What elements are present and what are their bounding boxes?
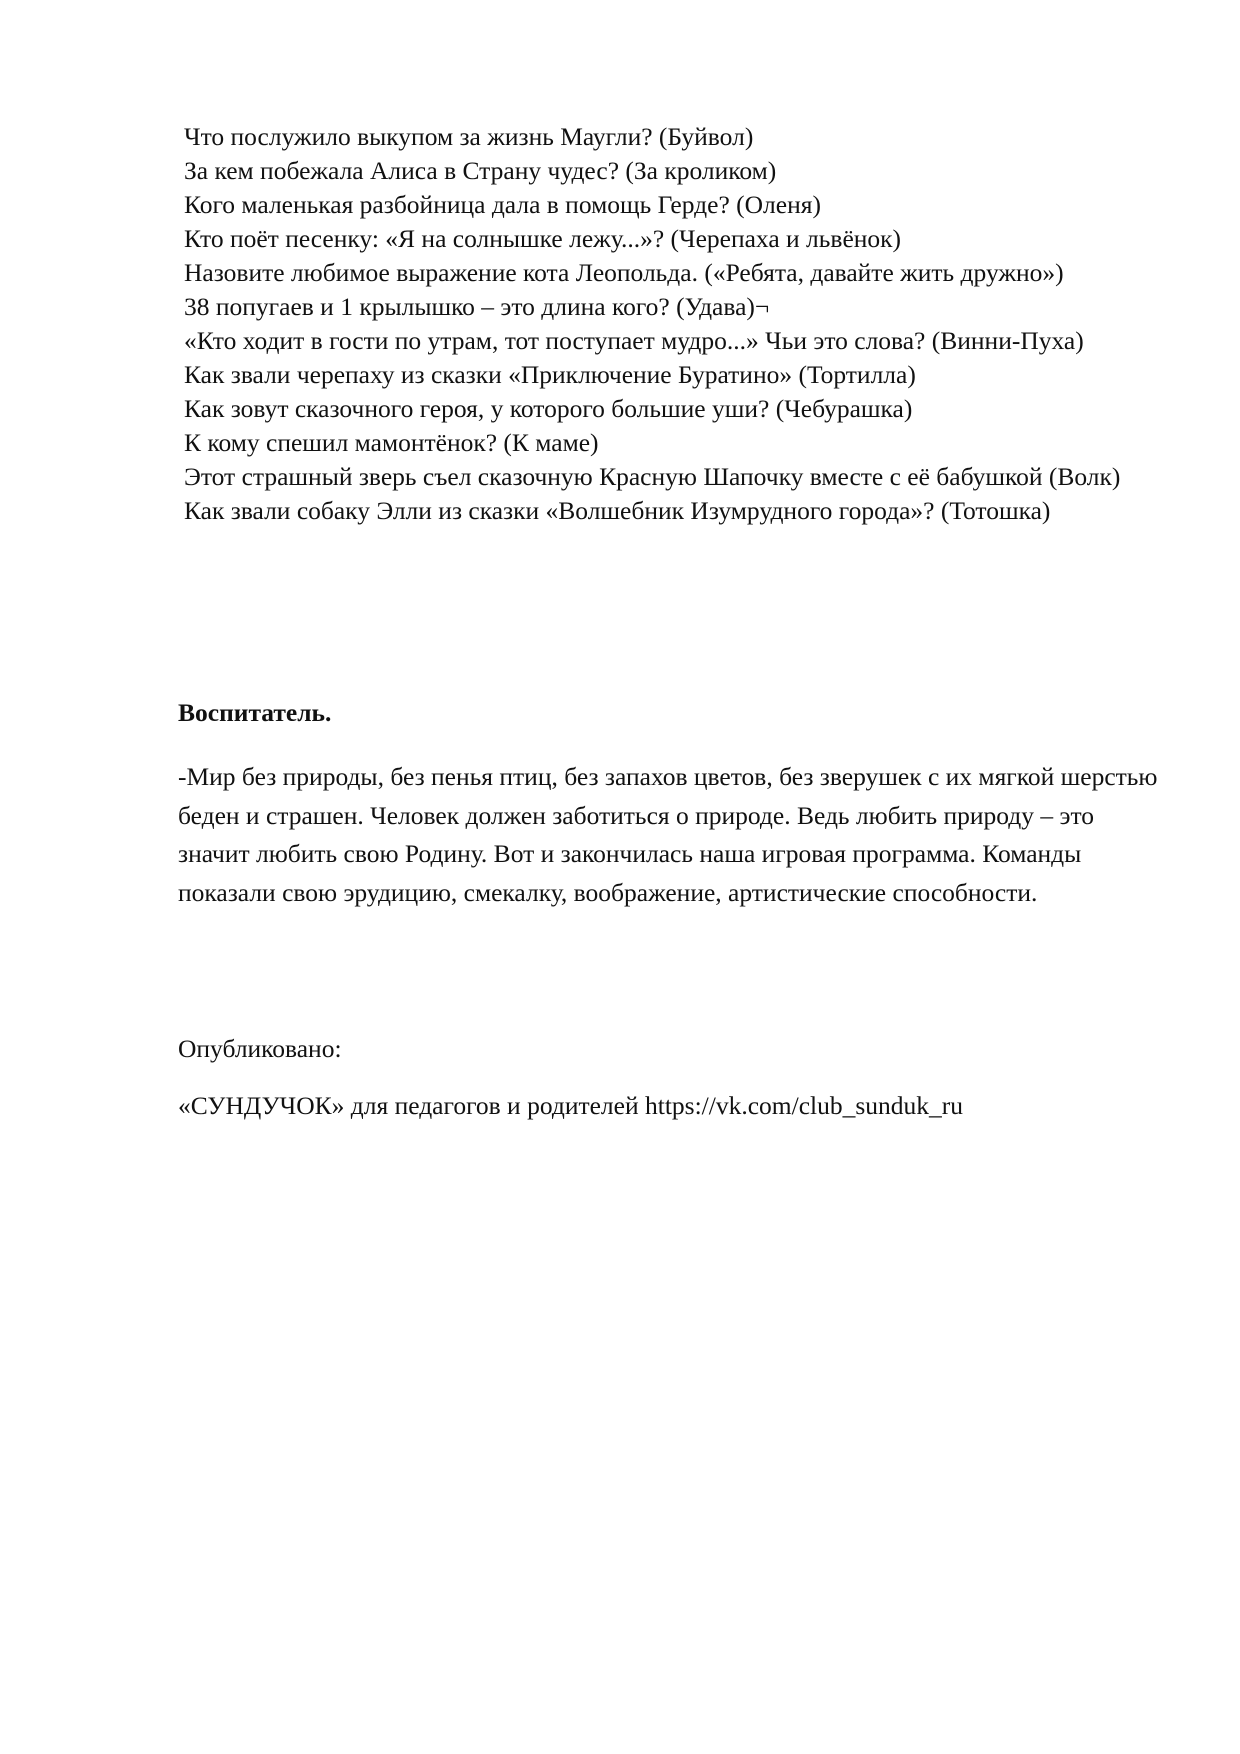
quiz-question-list — [178, 120, 1168, 528]
published-label: Опубликовано: — [178, 1034, 342, 1063]
quiz-question: Кто поёт песенку: «Я на солнышке лежу...»? (Черепаха и львёнок) — [184, 224, 902, 253]
published-source: «СУНДУЧОК» для педагогов и родителей https://vk.com/club_sunduk_ru — [178, 1091, 964, 1120]
quiz-question: «Кто ходит в гости по утрам, тот поступает мудро...» Чьи это слова? (Винни-Пуха) — [184, 326, 1084, 355]
section-heading: Воспитатель. — [178, 698, 332, 727]
closing-paragraph: -Мир без природы, без пенья птиц, без запахов цветов, без зверушек с их мягкой шерстью беден и страшен. Человек должен заботиться о природе. Ведь любить природу – это значит любить свою Родину. Вот и закончилась наша игровая программа. Команды показали свою эрудицию, смекалку, воображение, артистические способности. — [178, 762, 1158, 907]
quiz-question: Кого маленькая разбойница дала в помощь Герде? (Оленя) — [184, 190, 821, 219]
quiz-question: Как звали черепаху из сказки «Приключение Буратино» (Тортилла) — [184, 360, 916, 389]
quiz-question: Как зовут сказочного героя, у которого большие уши? (Чебурашка) — [184, 394, 913, 423]
quiz-question: Как звали собаку Элли из сказки «Волшебник Изумрудного города»? (Тотошка) — [184, 496, 1051, 525]
quiz-question: 38 попугаев и 1 крылышко – это длина кого? (Удава)¬ — [184, 292, 770, 321]
quiz-question: Назовите любимое выражение кота Леопольда. («Ребята, давайте жить дружно») — [184, 258, 1064, 287]
quiz-question: Этот страшный зверь съел сказочную Красную Шапочку вместе с её бабушкой (Волк) — [184, 462, 1121, 491]
quiz-question: За кем побежала Алиса в Страну чудес? (За кроликом) — [184, 156, 777, 185]
quiz-question: К кому спешил мамонтёнок? (К маме) — [184, 428, 599, 457]
quiz-question: Что послужило выкупом за жизнь Маугли? (Буйвол) — [184, 122, 754, 151]
